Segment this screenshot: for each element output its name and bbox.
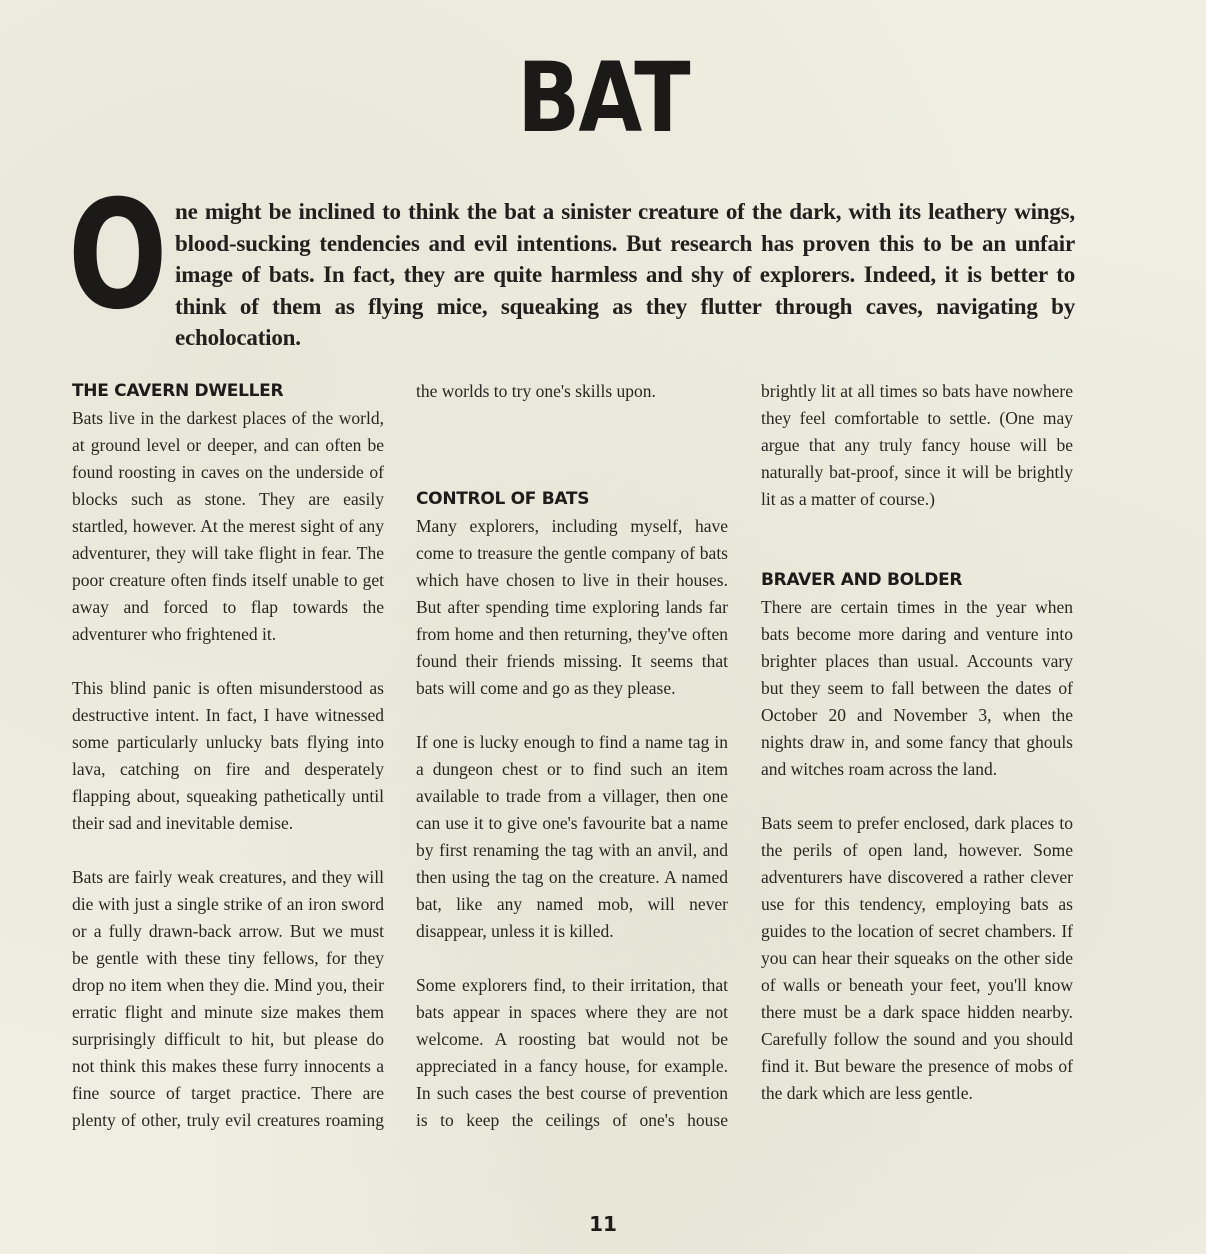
section-heading-braver: BRAVER AND BOLDER	[761, 570, 963, 590]
intro-block	[68, 169, 1078, 350]
cavern-paragraph-3-continued: the worlds to try one's skills upon.	[416, 381, 656, 401]
control-paragraph-2: If one is lucky enough to find a name tag in a dungeon chest or to find such an item available to trade from a villager, then one can use it to give one's favourite bat a name by first renaming the tag with an anvil, and then using the tag on the creature. A named bat, like any named mob, will never disappear, unless it is killed.	[416, 732, 728, 941]
cavern-paragraph-3: Bats are fairly weak creatures, and they will die with just a single strike of an iron sword or a fully drawn-back arrow. But we must be gentle with these tiny fellows, for they drop no item when they die. Mind you, their erratic flight and minute size makes them surprisingly difficult to hit, but please do not think this makes these furry innocents a fine source of target practice. There are plenty of other, truly evil creatures roaming	[72, 867, 384, 1130]
column-3	[761, 378, 1073, 1107]
section-heading-control: CONTROL OF BATS	[416, 489, 590, 509]
column-2	[416, 378, 728, 1134]
intro-text: ne might be inclined to think the bat a sinister creature of the dark, with its leathery wings, blood-sucking tendencies and evil intentions. But research has proven this to be an unfair image of bats. In fact, they are quite harmless and shy of explorers. Indeed, it is better to think of them as flying mice, squeaking as they flutter through caves, navigating by echolocation.	[175, 199, 1075, 350]
page-number: 11	[589, 1212, 617, 1236]
drop-cap: O	[68, 169, 168, 343]
column-1	[72, 378, 384, 1134]
section-heading-cavern: THE CAVERN DWELLER	[72, 381, 284, 401]
braver-paragraph-1: There are certain times in the year when bats become more daring and venture into brighter places than usual. Accounts vary but they seem to fall between the dates of October 20 and November 3, when the nights draw in, and some fancy that ghouls and witches roam across the land.	[761, 597, 1073, 779]
control-paragraph-3: Some explorers find, to their irritation, that bats appear in spaces where they are not welcome. A roosting bat would not be appreciated in a fancy house, for example. In such cases the best course of prevention is to keep the ceilings of one's house	[416, 975, 728, 1130]
control-paragraph-3-continued: brightly lit at all times so bats have nowhere they feel comfortable to settle. (One may argue that any truly fancy house will be naturally bat-proof, since it will be brightly lit as a matter of course.)	[761, 381, 1073, 509]
page-title: BAT	[517, 42, 689, 154]
cavern-paragraph-2: This blind panic is often misunderstood as destructive intent. In fact, I have witnessed some particularly unlucky bats flying into lava, catching on fire and desperately flapping about, squeaking pathetically until their sad and inevitable demise.	[72, 678, 384, 833]
braver-paragraph-2: Bats seem to prefer enclosed, dark places to the perils of open land, however. Some adventurers have discovered a rather clever use for this tendency, employing bats as guides to the location of secret chambers. If you can hear their squeaks on the other side of walls or beneath your feet, you'll know there must be a dark space hidden nearby. Carefully follow the sound and you should find it. But beware the presence of mobs of the dark which are less gentle.	[761, 813, 1073, 1103]
control-paragraph-1: Many explorers, including myself, have come to treasure the gentle company of bats which have chosen to live in their houses. But after spending time exploring lands far from home and then returning, they've often found their friends missing. It seems that bats will come and go as they please.	[416, 516, 728, 698]
cavern-paragraph-1: Bats live in the darkest places of the world, at ground level or deeper, and can often be found roosting in caves on the underside of blocks such as stone. They are easily startled, however. At the merest sight of any adventurer, they will take flight in fear. The poor creature often finds itself unable to get away and forced to flap towards the adventurer who frightened it.	[72, 408, 384, 644]
